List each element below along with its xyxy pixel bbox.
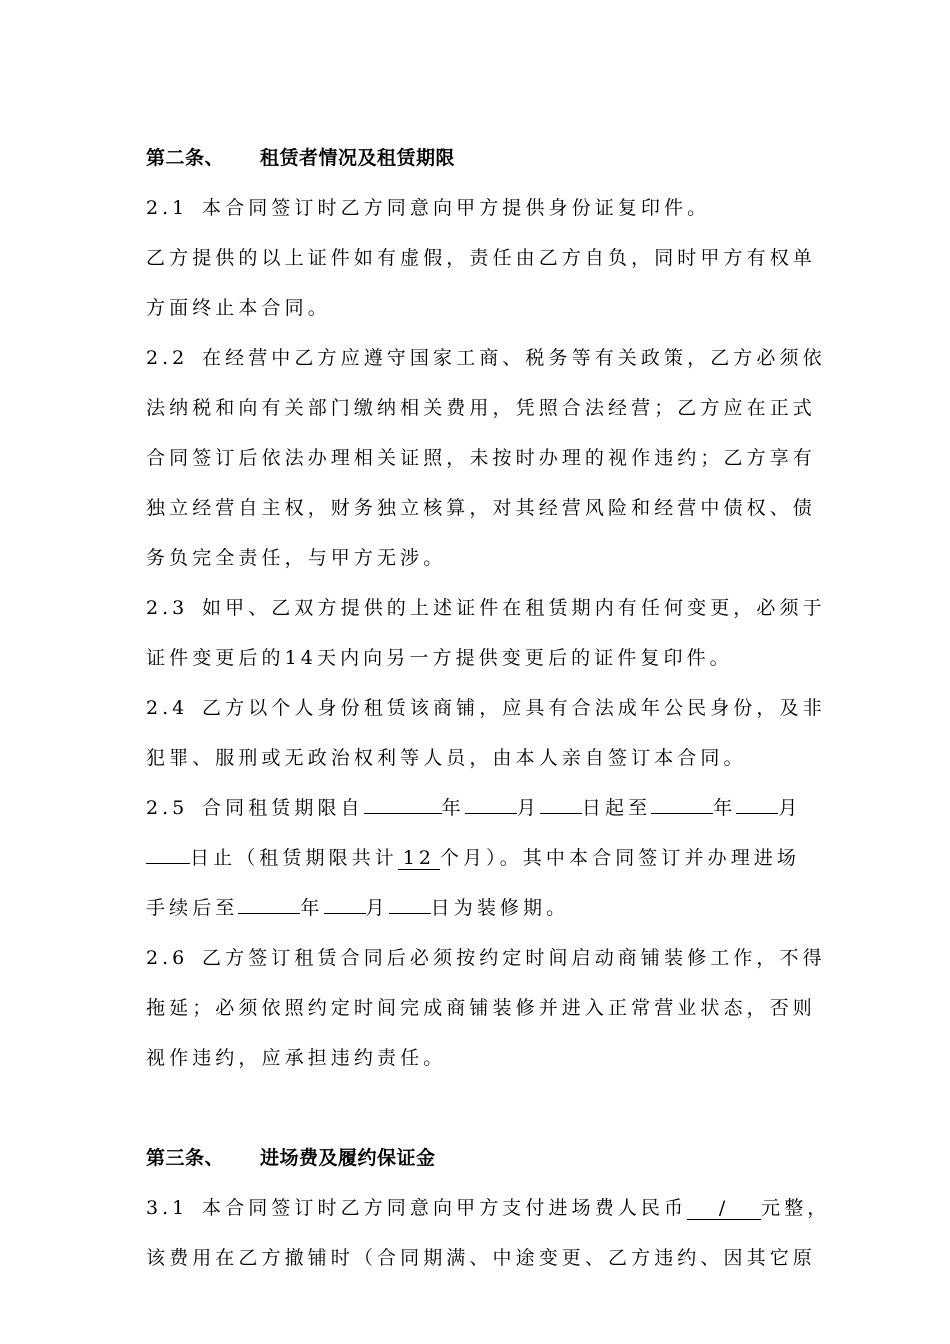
end-month-blank[interactable] (736, 813, 778, 814)
clause-2-5-line-2: 日止（租赁期限共计 12 个月）。其中本合同签订并办理进场 (146, 840, 806, 890)
section-3-label: 第三条、 (146, 1147, 225, 1169)
start-year-blank[interactable] (364, 813, 442, 814)
end-year-blank[interactable] (651, 813, 713, 814)
clause-number: 2.5 (146, 797, 189, 819)
start-month-blank[interactable] (465, 813, 517, 814)
clause-2-4-line-2: 犯罪、服刑或无政治权利等人员，由本人亲自签订本合同。 (146, 747, 747, 769)
decoration-month-blank[interactable] (324, 913, 366, 914)
clause-2-2-line-3: 合同签订后依法办理相关证照，未按时办理的视作违约；乙方享有 (146, 447, 816, 469)
clause-2-3-line-1: 2.3 如甲、乙双方提供的上述证件在租赁期内有任何变更，必须于 (146, 590, 806, 640)
clause-2-1-line-3: 方面终止本合同。 (146, 297, 331, 319)
clause-2-6-line-3: 视作违约，应承担违约责任。 (146, 1047, 447, 1069)
entry-fee-blank[interactable]: / (687, 1197, 761, 1220)
clause-number: 2.1 (146, 197, 189, 219)
clause-2-2-line-2: 法纳税和向有关部门缴纳相关费用，凭照合法经营；乙方应在正式 (146, 397, 816, 419)
decoration-year-blank[interactable] (238, 913, 300, 914)
section-2-title: 租赁者情况及租赁期限 (260, 147, 456, 169)
clause-number: 2.6 (146, 947, 189, 969)
section-spacer (146, 1090, 806, 1140)
clause-number: 2.3 (146, 597, 189, 619)
section-3-title: 进场费及履约保证金 (260, 1147, 436, 1169)
section-2-heading (146, 140, 806, 190)
clause-2-5-line-3: 手续后至 年 月 日为装修期。 (146, 897, 570, 919)
clause-2-5-line-1: 2.5 合同租赁期限自 年 月 日起至 年 月 (146, 790, 806, 840)
clause-2-6-line-1: 2.6 乙方签订租赁合同后必须按约定时间启动商铺装修工作，不得 (146, 940, 806, 990)
clause-2-1-line-1: 2.1 本合同签订时乙方同意向甲方提供身份证复印件。 (146, 190, 806, 240)
clause-2-4-line-1: 2.4 乙方以个人身份租赁该商铺，应具有合法成年公民身份，及非 (146, 690, 806, 740)
clause-2-2-line-4: 独立经营自主权，财务独立核算，对其经营风险和经营中债权、债 (146, 497, 816, 519)
start-day-blank[interactable] (540, 813, 582, 814)
clause-2-3-line-2: 证件变更后的14天内向另一方提供变更后的证件复印件。 (146, 647, 733, 669)
lease-months-blank[interactable]: 12 (398, 847, 440, 870)
clause-2-2-line-5: 务负完全责任，与甲方无涉。 (146, 547, 447, 569)
section-2-label: 第二条、 (146, 147, 225, 169)
clause-2-1-line-2: 乙方提供的以上证件如有虚假，责任由乙方自负，同时甲方有权单 (146, 247, 816, 269)
clause-number: 2.2 (146, 347, 189, 369)
clause-3-1-line-1: 3.1 本合同签订时乙方同意向甲方支付进场费人民币 / 元整， (146, 1190, 806, 1240)
contract-page (146, 140, 831, 1290)
clause-2-2-line-1: 2.2 在经营中乙方应遵守国家工商、税务等有关政策，乙方必须依 (146, 340, 806, 390)
clause-number: 3.1 (146, 1197, 189, 1219)
clause-3-1-line-2: 该费用在乙方撤铺时（合同期满、中途变更、乙方违约、因其它原 (146, 1247, 816, 1269)
section-3-heading (146, 1140, 806, 1190)
clause-2-6-line-2: 拖延；必须依照约定时间完成商铺装修并进入正常营业状态，否则 (146, 997, 816, 1019)
decoration-day-blank[interactable] (389, 913, 431, 914)
end-day-blank[interactable] (146, 863, 190, 864)
clause-number: 2.4 (146, 697, 189, 719)
